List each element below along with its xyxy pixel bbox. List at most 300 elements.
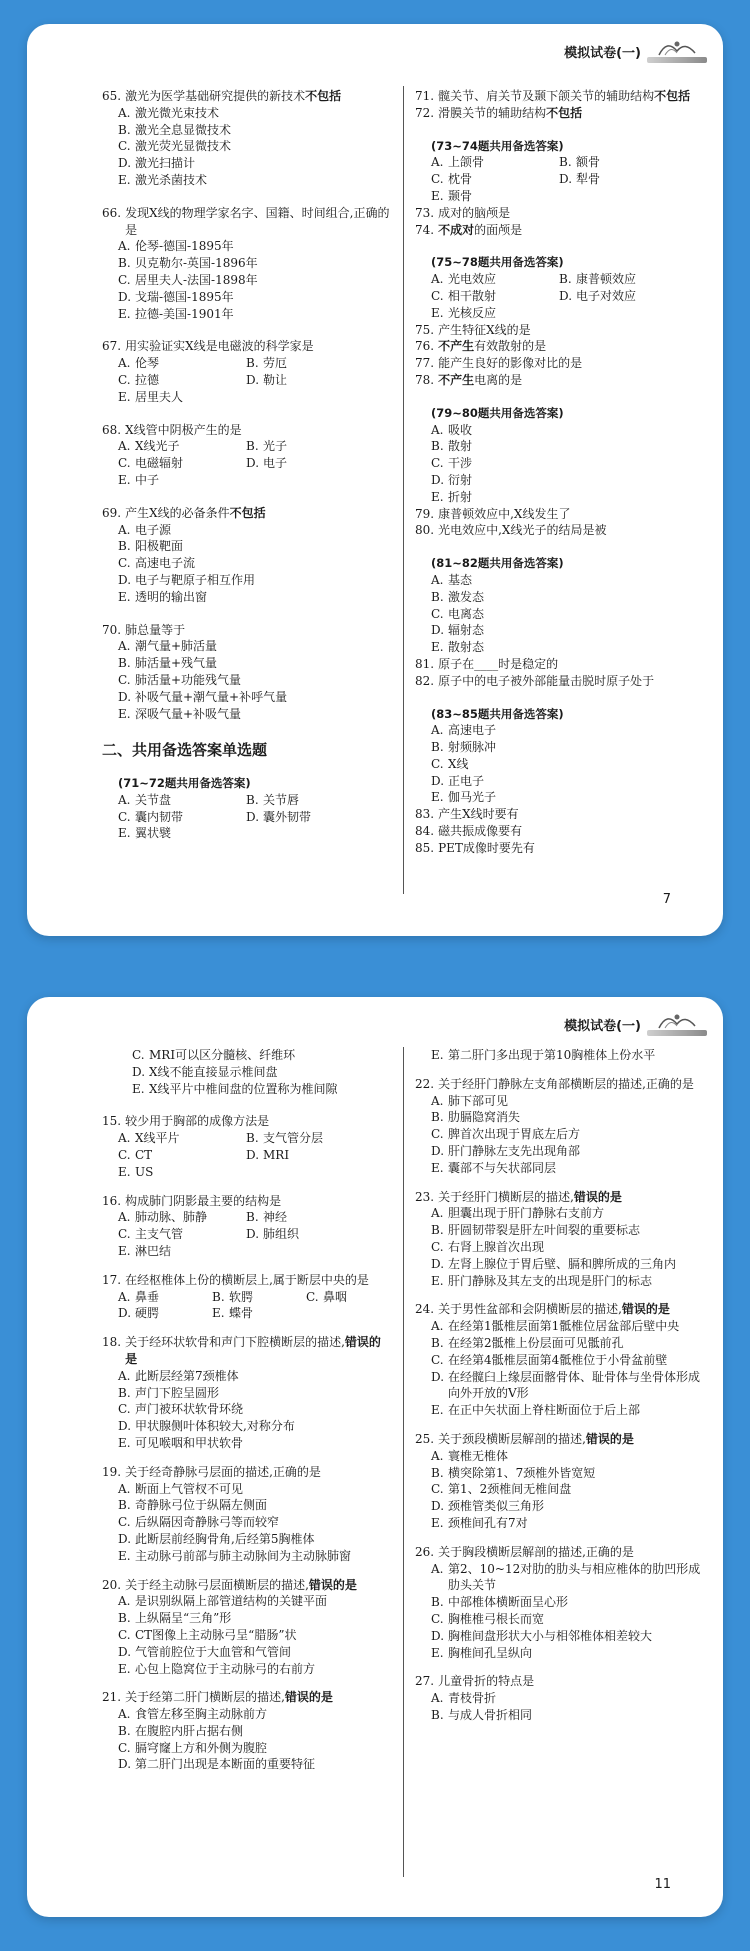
option-letter: D.: [118, 1306, 132, 1321]
option: [102, 1740, 392, 1757]
option-letter: A.: [118, 1594, 131, 1609]
text: 犁骨: [576, 172, 601, 187]
option: [246, 355, 374, 372]
question-67: [102, 338, 392, 355]
option: [118, 1305, 212, 1322]
option-letter: D.: [431, 1369, 445, 1384]
text: 居里夫人: [135, 389, 184, 404]
text: 囊外韧带: [263, 809, 312, 824]
option: [415, 756, 705, 773]
text: 后纵隔因奇静脉弓等而较窄: [135, 1515, 280, 1530]
text: 主动脉弓前部与肺主动脉间为主动脉肺窗: [135, 1548, 352, 1563]
text: 关于胸段横断层解剖的描述,正确的是: [438, 1544, 634, 1559]
text: 关于经主动脉弓层面横断层的描述,: [125, 1577, 309, 1592]
text: 第二肝门多出现于第10胸椎体上份水平: [448, 1048, 656, 1062]
option-letter: C.: [306, 1289, 319, 1304]
option: [102, 1706, 392, 1723]
option-letter: A.: [431, 1561, 444, 1576]
text: [125, 88, 392, 105]
option-letter: A.: [118, 1707, 131, 1722]
text: [438, 88, 705, 105]
option: [415, 789, 705, 806]
option-letter: A.: [118, 356, 131, 371]
option: [102, 272, 392, 289]
right-column: [415, 1047, 705, 1724]
question-number: 80.: [415, 523, 435, 538]
option: [415, 1515, 705, 1532]
group-heading: (83~85题共用备选答案): [431, 706, 564, 721]
text: 青枝骨折: [448, 1691, 497, 1706]
text: 颈椎间孔有7对: [448, 1515, 528, 1530]
text: 鼻垂: [135, 1289, 160, 1304]
option-letter: A.: [431, 1093, 444, 1108]
text: 肺动脉、肺静: [135, 1210, 208, 1225]
text: 辐射态: [448, 623, 485, 638]
question-number: 78.: [415, 372, 435, 387]
option-letter: A.: [118, 1289, 131, 1304]
question-15: [102, 1113, 392, 1130]
header-logo-icon: [647, 37, 707, 65]
option: [102, 1497, 392, 1514]
text: 胸椎椎弓根长而宽: [448, 1611, 545, 1626]
text: X线光子: [135, 439, 180, 454]
text: [438, 1431, 705, 1448]
option: [559, 154, 687, 171]
question-number: 65.: [102, 89, 122, 103]
option: [246, 1147, 374, 1164]
question-70: [102, 622, 392, 639]
option-letter: D.: [118, 1644, 132, 1659]
text: 肺活量+功能残气量: [135, 672, 242, 687]
text: 鼻咽: [323, 1289, 348, 1304]
question-number: 19.: [102, 1464, 122, 1479]
option: [118, 389, 246, 406]
group-heading: (79~80题共用备选答案): [431, 405, 564, 420]
option-letter: B.: [118, 1611, 131, 1626]
option-letter: E.: [118, 1661, 131, 1676]
option: [118, 1243, 246, 1260]
text: CT: [135, 1147, 153, 1162]
option: [415, 1093, 705, 1110]
option: [415, 639, 705, 656]
question-25: [415, 1431, 705, 1448]
text: 不包括: [229, 505, 266, 520]
option-letter: A.: [118, 1368, 131, 1383]
text: 原子中的电子被外部能量击脱时原子处于: [438, 673, 655, 688]
option-letter: D.: [118, 156, 132, 171]
option: [102, 138, 392, 155]
option: [246, 792, 374, 809]
option: [118, 355, 246, 372]
text: 原子在____时是稳定的: [438, 656, 559, 671]
text: 左肾上腺位于胃后壁、膈和脾所成的三角内: [448, 1256, 677, 1271]
option-letter: C.: [118, 672, 131, 687]
text: 错误的是: [585, 1431, 634, 1446]
text: 硬腭: [135, 1306, 160, 1321]
question-17: [102, 1272, 392, 1289]
text: 肝圆韧带裂是肝左叶间裂的重要标志: [448, 1223, 641, 1238]
text: [438, 1301, 705, 1318]
option: [415, 1448, 705, 1465]
text: 胸椎间盘形状大小与相邻椎体相差较大: [448, 1628, 653, 1643]
text: 产生X线时要有: [438, 807, 519, 822]
text: 第1、2颈椎间无椎间盘: [448, 1482, 572, 1497]
text: 额骨: [576, 155, 601, 170]
text: 错误的是: [621, 1302, 670, 1317]
text: 甲状腺侧叶体积较大,对称分布: [135, 1419, 295, 1434]
option-letter: E.: [431, 305, 444, 320]
text: 脾首次出现于胃底左后方: [448, 1127, 581, 1142]
question-69: [102, 505, 392, 522]
question-81: [415, 656, 705, 673]
question-number: 76.: [415, 339, 435, 354]
text: 戈瑞-德国-1895年: [135, 289, 234, 304]
option: [246, 372, 374, 389]
option-letter: B.: [246, 1210, 259, 1225]
option-letter: B.: [246, 356, 259, 371]
text: 胸椎间孔呈纵向: [448, 1645, 533, 1660]
question-66: [102, 205, 392, 239]
option-letter: E.: [431, 640, 444, 655]
option-letter: A.: [431, 155, 444, 170]
question-number: 23.: [415, 1189, 435, 1204]
option: [415, 589, 705, 606]
text: 伦琴: [135, 356, 160, 371]
option: [415, 1628, 705, 1645]
question-83: [415, 806, 705, 823]
option-letter: B.: [246, 1131, 259, 1146]
option: [431, 271, 559, 288]
option-letter: D.: [246, 1227, 260, 1242]
question-number: 77.: [415, 356, 435, 371]
option: [118, 455, 246, 472]
option-letter: C.: [431, 1239, 444, 1254]
header-logo-icon: [647, 1010, 707, 1038]
text: 吸收: [448, 422, 473, 437]
option: [118, 1147, 246, 1164]
option: [246, 455, 374, 472]
question-number: 16.: [102, 1193, 122, 1208]
option: [415, 1160, 705, 1177]
option: [102, 589, 392, 606]
option-letter: E.: [118, 1164, 131, 1179]
option-letter: B.: [431, 1707, 444, 1722]
question-number: 20.: [102, 1577, 122, 1592]
option: [415, 1707, 705, 1724]
question-number: 25.: [415, 1431, 435, 1446]
text: 的面颅是: [474, 222, 523, 237]
option: [118, 1289, 212, 1306]
text: 关于男性盆部和会阴横断层的描述,: [438, 1302, 622, 1317]
question-74: [415, 222, 705, 239]
text: 能产生良好的影像对比的是: [438, 356, 583, 371]
text: 伦琴-德国-1895年: [135, 239, 234, 254]
option: [415, 1273, 705, 1290]
option-letter: D.: [431, 1143, 445, 1158]
text: X线管中阴极产生的是: [125, 422, 242, 437]
option: [102, 172, 392, 189]
text: 肺组织: [263, 1227, 300, 1242]
text: 错误的是: [308, 1577, 357, 1592]
option: [415, 739, 705, 756]
text: 透明的输出窗: [135, 589, 208, 604]
question-number: 18.: [102, 1335, 122, 1350]
text: 右肾上腺首次出现: [448, 1239, 545, 1254]
option-letter: D.: [431, 1499, 445, 1514]
text: 激发态: [448, 589, 485, 604]
text: CT图像上主动脉弓呈“腊肠”状: [135, 1627, 297, 1642]
option: [415, 1498, 705, 1515]
text: 蝶骨: [229, 1306, 254, 1321]
text: 干涉: [448, 456, 473, 471]
text: 此断层前经胸骨角,后经第5胸椎体: [135, 1531, 315, 1546]
option-letter: C.: [118, 1515, 131, 1530]
text: MRI: [263, 1147, 290, 1162]
option-letter: E.: [118, 589, 131, 604]
option-letter: C.: [431, 606, 444, 621]
option-letter: D.: [118, 689, 132, 704]
option: [306, 1289, 400, 1306]
option: [246, 1130, 374, 1147]
column-divider: [403, 1047, 404, 1877]
option-letter: C.: [431, 1127, 444, 1142]
page-header: [564, 36, 707, 66]
text: 关于颈段横断层解剖的描述,: [438, 1431, 586, 1446]
option: [118, 792, 246, 809]
option-letter: A.: [118, 105, 131, 120]
option: [102, 289, 392, 306]
option: [415, 438, 705, 455]
text: 光子: [263, 439, 288, 454]
question-number: 21.: [102, 1690, 122, 1705]
text: 气管前腔位于大血管和气管间: [135, 1644, 292, 1659]
text: [125, 1577, 392, 1594]
option-letter: C.: [431, 456, 444, 471]
text: 肺下部可见: [448, 1093, 509, 1108]
question-16: [102, 1193, 392, 1210]
text: 衍射: [448, 472, 473, 487]
text: MRI可以区分髓核、纤维环: [149, 1048, 296, 1062]
option: [102, 1723, 392, 1740]
question-number: 26.: [415, 1544, 435, 1559]
text: X线: [448, 756, 469, 771]
text: 正电子: [448, 773, 485, 788]
option-letter: C.: [118, 372, 131, 387]
text: 关节盘: [135, 792, 172, 807]
option: [102, 306, 392, 323]
option-letter: B.: [559, 155, 572, 170]
option-letter: D.: [118, 1531, 132, 1546]
text: 激光为医学基础研究提供的新技术: [125, 89, 306, 103]
option: [118, 1164, 246, 1181]
question-number: 74.: [415, 222, 435, 237]
text: 激光杀菌技术: [135, 172, 208, 187]
exam-page-11: [27, 997, 723, 1917]
text: 肝门静脉及其左支的出现是肝门的标志: [448, 1273, 653, 1288]
option-letter: A.: [431, 1319, 444, 1334]
option-letter: B.: [118, 122, 131, 137]
text: 此断层经第7颈椎体: [135, 1368, 239, 1383]
text: [125, 1689, 392, 1706]
text: 关于经环状软骨和声门下腔横断层的描述,: [125, 1335, 345, 1350]
question-71: [415, 88, 705, 105]
option: [102, 1481, 392, 1498]
text: 寰椎无椎体: [448, 1448, 509, 1463]
option: [246, 438, 374, 455]
option-letter: A.: [118, 1131, 131, 1146]
group-heading: (75~78题共用备选答案): [431, 255, 564, 270]
text: [438, 222, 705, 239]
option-letter: A.: [118, 439, 131, 454]
option: [415, 1143, 705, 1160]
option-letter: B.: [212, 1289, 225, 1304]
option-letter: B.: [118, 656, 131, 671]
option-letter: A.: [118, 1210, 131, 1225]
question-number: 69.: [102, 505, 122, 520]
text: 膈穹窿上方和外侧为腹腔: [135, 1740, 268, 1755]
text: 神经: [263, 1210, 288, 1225]
text: 胆囊出现于肝门静脉右支前方: [448, 1206, 605, 1221]
question-75: [415, 322, 705, 339]
text: [438, 105, 705, 122]
option: [559, 271, 687, 288]
text: 阳极靶面: [135, 539, 184, 554]
question-82: [415, 673, 705, 690]
option: [415, 472, 705, 489]
text: [438, 372, 705, 389]
option-letter: E.: [431, 489, 444, 504]
left-column: [102, 88, 392, 842]
question-18: [102, 1334, 392, 1368]
option: [415, 1352, 705, 1369]
text: 磁共振成像要有: [438, 824, 523, 839]
text: 关于经奇静脉弓层面的描述,正确的是: [125, 1464, 321, 1479]
option: [102, 1435, 392, 1452]
header-title: 模拟试卷(一): [564, 1018, 641, 1034]
text: 补吸气量+潮气量+补呼气量: [135, 689, 288, 704]
option-letter: C.: [431, 1352, 444, 1367]
option: [102, 1610, 392, 1627]
text: 相干散射: [448, 288, 497, 303]
option: [102, 1081, 392, 1098]
option-letter: D.: [431, 773, 445, 788]
text: 在正中矢状面上脊柱断面位于后上部: [448, 1403, 641, 1418]
option-letter: C.: [118, 139, 131, 154]
text: 电子与靶原子相互作用: [135, 572, 256, 587]
option-letter: A.: [431, 272, 444, 287]
text: 不包括: [546, 105, 583, 120]
option: [102, 1418, 392, 1435]
option: [102, 538, 392, 555]
text: 可见喉咽和甲状软骨: [135, 1435, 244, 1450]
text: 在经第1骶椎层面第1骶椎位居盆部后壁中央: [448, 1319, 680, 1334]
text: 在经髋臼上缘层面髂骨体、耻骨体与坐骨体形成向外开放的V形: [448, 1369, 701, 1401]
option-letter: C.: [431, 172, 444, 187]
option-letter: E.: [118, 1435, 131, 1450]
option-letter: B.: [118, 256, 131, 271]
option: [559, 288, 687, 305]
option: [431, 305, 559, 322]
text: 髋关节、肩关节及颞下颌关节的辅助结构: [438, 89, 655, 103]
text: 第二肝门出现是本断面的重要特征: [135, 1757, 316, 1772]
option: [415, 1318, 705, 1335]
text: 滑膜关节的辅助结构: [438, 105, 547, 120]
option-letter: B.: [431, 439, 444, 454]
text: 康普顿效应中,X线发生了: [438, 506, 571, 521]
text: 奇静脉弓位于纵隔左侧面: [135, 1498, 268, 1513]
option-letter: B.: [118, 1723, 131, 1738]
option-letter: E.: [431, 1645, 444, 1660]
text: 肺活量+残气量: [135, 656, 218, 671]
text: 淋巴结: [135, 1243, 172, 1258]
option: [118, 438, 246, 455]
right-column: [415, 88, 705, 857]
text: 构成肺门阴影最主要的结构是: [125, 1193, 282, 1208]
text: 第2、10~12对肋的肋头与相应椎体的肋凹形成肋头关节: [448, 1561, 701, 1593]
option: [102, 1593, 392, 1610]
option: [415, 1047, 705, 1064]
text: X线平片中椎间盘的位置称为椎间隙: [149, 1081, 338, 1096]
option: [415, 1239, 705, 1256]
option-letter: A.: [118, 239, 131, 254]
option: [102, 1756, 392, 1773]
option-letter: A.: [118, 639, 131, 654]
text: 拉德-美国-1901年: [135, 306, 234, 321]
option-letter: D.: [431, 623, 445, 638]
option-letter: B.: [431, 1465, 444, 1480]
text: 成对的脑颅是: [438, 205, 511, 220]
option-letter: B.: [118, 1498, 131, 1513]
option: [102, 706, 392, 723]
page-number: 7: [662, 892, 671, 907]
text: [125, 505, 392, 522]
option-letter: B.: [431, 1595, 444, 1610]
option-letter: D.: [132, 1064, 146, 1079]
option: [415, 1369, 705, 1403]
option: [212, 1305, 306, 1322]
text: [438, 1189, 705, 1206]
text: 光核反应: [448, 305, 497, 320]
option: [102, 238, 392, 255]
option-letter: C.: [118, 456, 131, 471]
text: 折射: [448, 489, 473, 504]
text: X线不能直接显示椎间盘: [149, 1064, 278, 1079]
question-number: 82.: [415, 673, 435, 688]
text: 有效散射的是: [474, 339, 547, 354]
column-divider: [403, 86, 404, 894]
text: 肋膈隐窝消失: [448, 1110, 521, 1125]
text: 在经第4骶椎层面第4骶椎位于小骨盆前壁: [448, 1352, 668, 1367]
option-letter: D.: [246, 809, 260, 824]
question-number: 79.: [415, 506, 435, 521]
option-letter: E.: [118, 306, 131, 321]
text: 射频脉冲: [448, 740, 497, 755]
option: [415, 1256, 705, 1273]
option-letter: E.: [118, 1548, 131, 1563]
question-number: 81.: [415, 656, 435, 671]
text: 激光扫描计: [135, 156, 196, 171]
text: 错误的是: [284, 1690, 333, 1705]
question-73: [415, 205, 705, 222]
text: 产生X线的必备条件: [125, 505, 230, 520]
option: [102, 1368, 392, 1385]
text: 主支气管: [135, 1227, 184, 1242]
option: [102, 1514, 392, 1531]
option-letter: D.: [118, 572, 132, 587]
question-number: 83.: [415, 807, 435, 822]
option-letter: C.: [118, 809, 131, 824]
text: 不包括: [305, 89, 342, 103]
